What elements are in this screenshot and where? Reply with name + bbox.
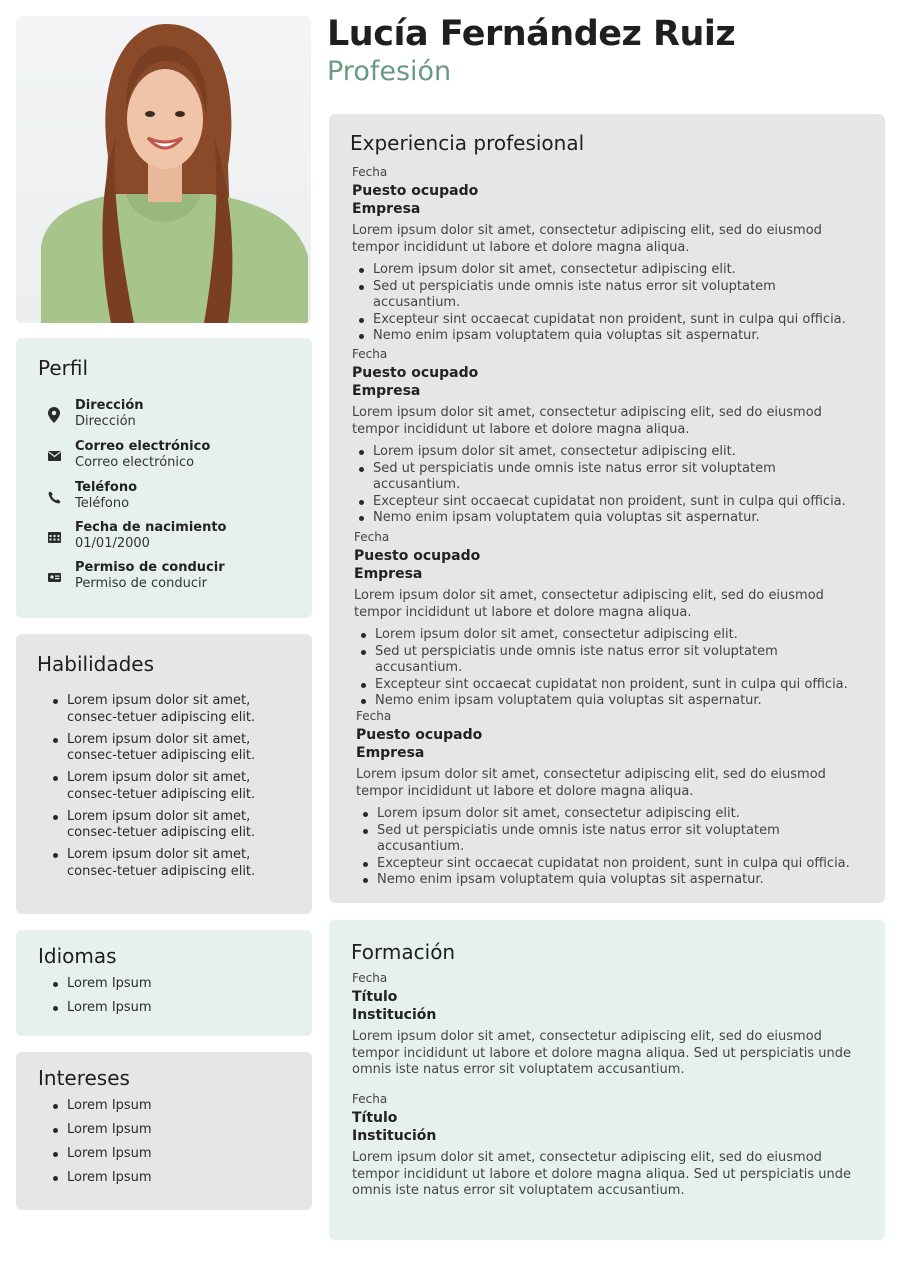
list-item: Lorem Ipsum [53,1098,152,1114]
education-institution: Institución [352,1007,437,1023]
profile-value: Teléfono [75,496,130,511]
job-bullets [354,627,864,710]
list-item: Excepteur sint occaecat cupidatat non proident, sunt in culpa qui officia. [361,677,864,694]
list-item: Sed ut perspiciatis unde omnis iste natus error sit voluptatem accusantium. [363,823,866,856]
list-item: Lorem ipsum dolor sit amet, consec-tetuer adipiscing elit. [53,809,303,842]
list-item: Lorem Ipsum [53,1146,152,1162]
job-description: Lorem ipsum dolor sit amet, consectetur adipiscing elit, sed do eiusmod tempor incididunt ut labore et dolore magna aliqua. [352,405,822,437]
experience-entry [356,708,866,889]
education-institution: Institución [352,1128,437,1144]
list-item: Lorem ipsum dolor sit amet, consectetur adipiscing elit. [359,262,862,279]
profile-photo [16,16,311,323]
skills-section [16,634,312,914]
person-portrait-image [16,16,311,323]
profile-label: Permiso de conducir [75,560,225,575]
profile-title: Perfil [38,356,89,380]
list-item: Lorem Ipsum [53,1000,152,1016]
profile-label: Fecha de nacimiento [75,520,227,535]
profile-item-email [46,439,210,471]
list-item: Lorem ipsum dolor sit amet, consectetur adipiscing elit. [361,627,864,644]
list-item: Excepteur sint occaecat cupidatat non proident, sunt in culpa qui officia. [359,312,862,329]
experience-title: Experiencia profesional [350,131,585,155]
list-item: Lorem ipsum dolor sit amet, consectetur adipiscing elit. [363,806,866,823]
education-title: Formación [351,940,456,964]
list-item: Nemo enim ipsam voluptatem quia voluptas sit aspernatur. [363,872,866,889]
job-bullets [352,262,862,345]
list-item: Lorem ipsum dolor sit amet, consec-tetuer adipiscing elit. [53,732,303,765]
skills-list [53,693,303,886]
profile-section [16,338,312,618]
list-item: Nemo enim ipsam voluptatem quia voluptas sit aspernatur. [359,510,862,527]
skills-title: Habilidades [37,652,155,676]
profile-label: Correo electrónico [75,439,211,454]
profile-value: Permiso de conducir [75,576,207,591]
education-description: Lorem ipsum dolor sit amet, consectetur adipiscing elit, sed do eiusmod tempor incididunt ut labore et dolore magna aliqua. Sed ut perspiciatis unde omnis iste natus error sit voluptatem accusantium. [352,1029,852,1077]
list-item: Lorem ipsum dolor sit amet, consectetur adipiscing elit. [359,444,862,461]
list-item: Lorem Ipsum [53,1122,152,1138]
profile-item-address [46,398,144,430]
languages-list [53,976,152,1024]
job-date: Fecha [352,347,388,361]
job-role: Puesto ocupado [356,727,483,743]
job-role: Puesto ocupado [354,548,481,564]
job-description: Lorem ipsum dolor sit amet, consectetur adipiscing elit, sed do eiusmod tempor incididunt ut labore et dolore magna aliqua. [356,767,826,799]
candidate-name: Lucía Fernández Ruiz [327,14,736,54]
profile-value: Correo electrónico [75,455,195,470]
profile-value: Dirección [75,414,136,429]
languages-section [16,930,312,1036]
list-item: Lorem ipsum dolor sit amet, consec-tetuer adipiscing elit. [53,847,303,880]
job-bullets [356,806,866,889]
experience-entry [354,529,864,710]
education-date: Fecha [352,1092,388,1106]
job-company: Empresa [352,201,421,217]
list-item: Excepteur sint occaecat cupidatat non proident, sunt in culpa qui officia. [359,494,862,511]
education-degree: Título [352,1110,398,1126]
education-date: Fecha [352,971,388,985]
experience-section [329,114,885,903]
list-item: Sed ut perspiciatis unde omnis iste natus error sit voluptatem accusantium. [359,279,862,312]
list-item: Sed ut perspiciatis unde omnis iste natus error sit voluptatem accusantium. [361,644,864,677]
list-item: Sed ut perspiciatis unde omnis iste natus error sit voluptatem accusantium. [359,461,862,494]
job-date: Fecha [352,165,388,179]
job-description: Lorem ipsum dolor sit amet, consectetur adipiscing elit, sed do eiusmod tempor incididunt ut labore et dolore magna aliqua. [352,223,822,255]
list-item: Excepteur sint occaecat cupidatat non proident, sunt in culpa qui officia. [363,856,866,873]
list-item: Nemo enim ipsam voluptatem quia voluptas sit aspernatur. [359,328,862,345]
education-entry [352,1091,862,1200]
interests-section [16,1052,312,1210]
profile-item-phone [46,480,137,512]
phone-icon [46,489,62,505]
profile-label: Teléfono [75,480,138,495]
list-item: Nemo enim ipsam voluptatem quia voluptas sit aspernatur. [361,693,864,710]
experience-entry [352,164,862,345]
profile-label: Dirección [75,398,144,413]
experience-entry [352,346,862,527]
interests-list [53,1098,152,1194]
interests-title: Intereses [38,1066,130,1090]
education-section [329,920,885,1240]
profile-value: 01/01/2000 [75,536,150,551]
list-item: Lorem ipsum dolor sit amet, consec-tetuer adipiscing elit. [53,770,303,803]
location-pin-icon [46,407,62,423]
job-company: Empresa [352,383,421,399]
job-description: Lorem ipsum dolor sit amet, consectetur adipiscing elit, sed do eiusmod tempor incididunt ut labore et dolore magna aliqua. [354,588,824,620]
profile-item-birthdate [46,520,227,552]
list-item: Lorem Ipsum [53,976,152,992]
job-role: Puesto ocupado [352,183,479,199]
id-card-icon [46,569,62,585]
job-company: Empresa [356,745,425,761]
list-item: Lorem ipsum dolor sit amet, consec-tetuer adipiscing elit. [53,693,303,726]
envelope-icon [46,448,62,464]
calendar-icon [46,529,62,545]
languages-title: Idiomas [38,944,117,968]
job-bullets [352,444,862,527]
profession-title: Profesión [327,56,452,87]
education-description: Lorem ipsum dolor sit amet, consectetur adipiscing elit, sed do eiusmod tempor incididunt ut labore et dolore magna aliqua. Sed ut perspiciatis unde omnis iste natus error sit voluptatem accusantium. [352,1150,852,1198]
profile-item-license [46,560,225,592]
job-company: Empresa [354,566,423,582]
education-entry [352,970,862,1079]
job-date: Fecha [356,709,392,723]
job-date: Fecha [354,530,390,544]
job-role: Puesto ocupado [352,365,479,381]
list-item: Lorem Ipsum [53,1170,152,1186]
education-degree: Título [352,989,398,1005]
